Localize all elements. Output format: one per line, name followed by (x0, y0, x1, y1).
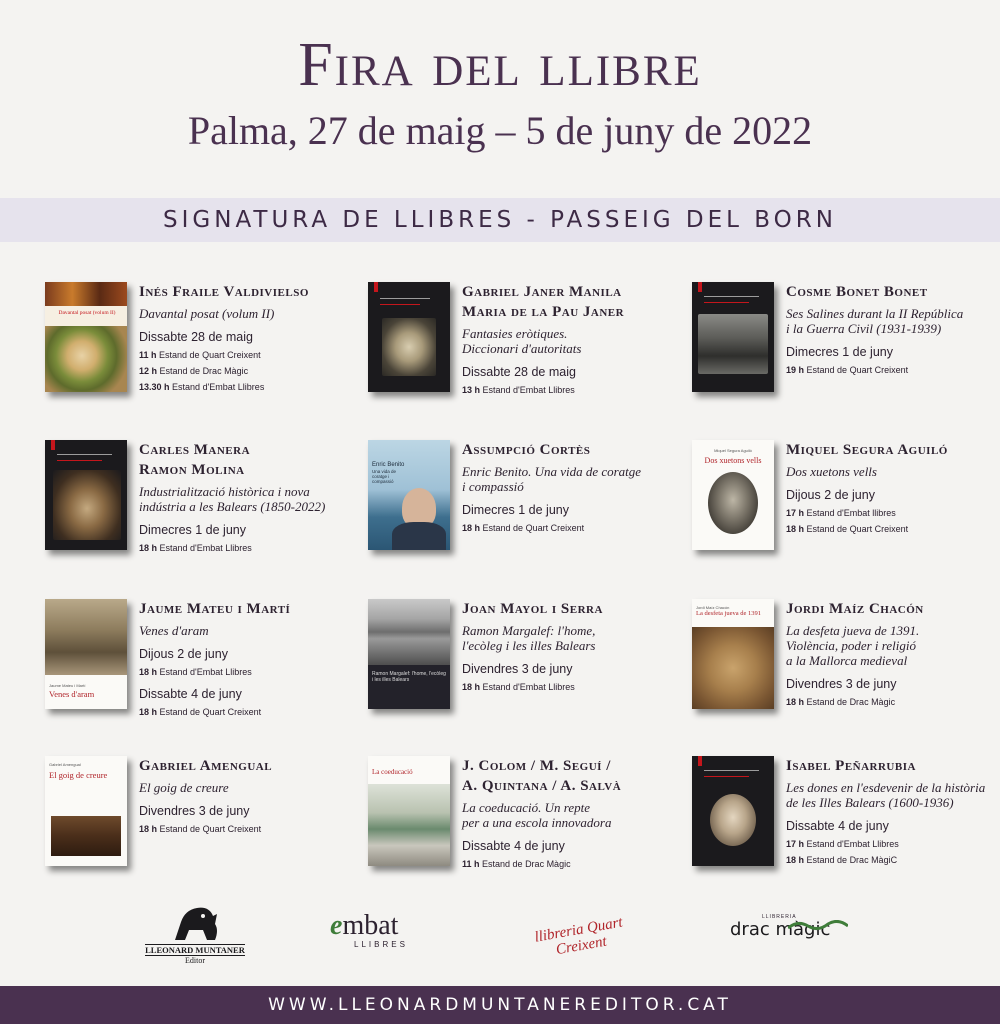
slot-stand: Estand de Quart Creixent (159, 707, 262, 717)
footer (0, 986, 1000, 1024)
slot-time: 18 h (462, 523, 481, 533)
slot-time: 13.30 h (139, 382, 170, 392)
entry-manera (45, 440, 345, 560)
lion-icon (145, 900, 245, 942)
drac-magic-logo[interactable] (730, 914, 860, 954)
signing-slot (139, 707, 369, 718)
slot-time: 17 h (786, 508, 805, 518)
author-name: Isabel Peñarrubia (786, 758, 916, 774)
slot-stand: Estand de Quart Creixent (482, 523, 585, 533)
slot-time: 18 h (139, 667, 158, 677)
signing-date: Dissabte 4 de juny (786, 819, 889, 833)
section-band (0, 198, 1000, 242)
entry-cortes (368, 440, 668, 560)
book-title-2: l'ecòleg i les illes Balears (462, 638, 596, 653)
signing-slot (139, 366, 369, 377)
lleonard-muntaner-logo[interactable] (145, 900, 245, 970)
cover-subtitle: Una vida de coratge i compassió (372, 469, 397, 484)
cover-title: Venes d'aram (49, 689, 95, 699)
cover-title: Ramon Margalef: l'home, l'ecòleg i les illes Balears (372, 671, 446, 683)
signing-date: Dissabte 28 de maig (139, 330, 253, 344)
quart-name: llibreria Quart Creixent (533, 914, 624, 959)
book-title: Ramon Margalef: l'home, (462, 623, 596, 638)
book-cover (368, 756, 450, 866)
signing-slot (139, 667, 369, 678)
slot-stand: Estand d'Embat Llibres (159, 667, 252, 677)
author-name: Gabriel Janer Manila (462, 284, 622, 300)
embat-sub: LLIBRES (354, 940, 408, 949)
slot-time: 18 h (139, 543, 158, 553)
book-cover (692, 282, 774, 392)
drac-name: drac màgic (730, 919, 831, 940)
signing-slot (786, 839, 1000, 850)
signing-slot (786, 365, 1000, 376)
signing-slot (462, 682, 692, 693)
book-cover (692, 599, 774, 709)
signing-date-2: Dissabte 4 de juny (139, 687, 242, 701)
cover-title: La desfeta jueva de 1391 (696, 610, 761, 617)
embat-e: e (330, 910, 343, 941)
book-cover (45, 282, 127, 392)
entry-penarrubia (692, 756, 992, 876)
book-title: Davantal posat (volum II) (139, 306, 275, 321)
entry-mateu (45, 599, 345, 719)
book-title: El goig de creure (139, 780, 229, 795)
slot-time: 12 h (139, 366, 158, 376)
slot-time: 18 h (786, 697, 805, 707)
signing-slot (786, 855, 1000, 866)
book-title-2: indústria a les Balears (1850-2022) (139, 499, 326, 514)
slot-stand: Estand d'Embat Llibres (172, 382, 265, 392)
author-name: Joan Mayol i Serra (462, 601, 603, 617)
publisher-logos (0, 900, 1000, 970)
book-title: Ses Salines durant la II República (786, 306, 964, 321)
author-name: J. Colom / M. Seguí / (462, 758, 611, 774)
slot-stand: Estand d'Embat Llibres (482, 682, 575, 692)
book-title-2: i compassió (462, 479, 524, 494)
book-cover (368, 440, 450, 550)
cover-author: Jordi Maíz Chacón (696, 605, 730, 610)
slot-time: 19 h (786, 365, 805, 375)
author-name-2: A. Quintana / A. Salvà (462, 778, 622, 794)
signing-date: Divendres 3 de juny (786, 677, 897, 691)
signing-date: Dissabte 4 de juny (462, 839, 565, 853)
author-name-2: Maria de la Pau Janer (462, 304, 625, 320)
entry-maiz (692, 599, 992, 719)
slot-time: 18 h (786, 524, 805, 534)
book-cover (368, 599, 450, 709)
slot-stand: Estand d'Embat Llibres (159, 543, 252, 553)
slot-stand: Estand de Quart Creixent (159, 350, 261, 360)
cover-title: El goig de creure (49, 770, 108, 780)
drac-small: LLIBRERIA (762, 914, 797, 920)
cover-author: Jaume Mateu i Martí (49, 683, 86, 688)
book-title: La coeducació. Un repte (462, 800, 591, 815)
signing-slot (139, 824, 369, 835)
slot-time: 18 h (462, 682, 481, 692)
quart-creixent-logo[interactable] (520, 910, 640, 960)
signing-slot (786, 508, 1000, 519)
signing-date: Dimecres 1 de juny (462, 503, 569, 517)
author-name-2: Ramon Molina (139, 462, 245, 478)
signing-slot (786, 524, 1000, 535)
slot-time: 13 h (462, 385, 481, 395)
author-name: Cosme Bonet Bonet (786, 284, 928, 300)
slot-time: 18 h (139, 707, 158, 717)
entry-mayol (368, 599, 668, 719)
slot-stand: Estand de Drac Màgic (159, 366, 249, 376)
slot-time: 11 h (139, 350, 157, 360)
book-title: Venes d'aram (139, 623, 209, 638)
page-subtitle: Palma, 27 de maig – 5 de juny de 2022 (187, 108, 813, 153)
slot-stand: Estand de Quart Creixent (806, 524, 909, 534)
entry-segura (692, 440, 992, 560)
signing-date: Dijous 2 de juny (786, 488, 875, 502)
entry-amengual (45, 756, 345, 876)
slot-stand: Estand de Quart Creixent (806, 365, 909, 375)
book-title-3: a la Mallorca medieval (786, 653, 908, 668)
cover-title: Dos xuetons vells (704, 456, 762, 465)
book-cover (692, 756, 774, 866)
author-name: Carles Manera (139, 442, 251, 458)
book-title-2: de les Illes Balears (1600-1936) (786, 795, 954, 810)
author-name: Inés Fraile Valdivielso (139, 284, 309, 300)
slot-stand: Estand d'Embat Llibres (482, 385, 575, 395)
cover-title: Davantal posat (volum II) (58, 310, 116, 316)
signing-date: Dissabte 28 de maig (462, 365, 576, 379)
author-name: Gabriel Amengual (139, 758, 273, 774)
author-name: Miquel Segura Aguiló (786, 442, 948, 458)
signing-slot (139, 543, 369, 554)
book-cover (45, 440, 127, 550)
slot-stand: Estand de Drac MàgiC (806, 855, 898, 865)
book-cover (692, 440, 774, 550)
cover-title: La coeducació (372, 768, 413, 776)
entry-fraile (45, 282, 345, 402)
signing-slot (462, 523, 692, 534)
slot-time: 17 h (786, 839, 805, 849)
dragon-icon (788, 920, 848, 932)
book-title: La desfeta jueva de 1391. (786, 623, 920, 638)
embat-name: mbat (342, 910, 399, 941)
signing-date: Dijous 2 de juny (139, 647, 228, 661)
slot-time: 18 h (139, 824, 158, 834)
slot-stand: Estand de Drac Màgic (806, 697, 896, 707)
book-cover (45, 599, 127, 709)
slot-time: 11 h (462, 859, 480, 869)
signing-date: Divendres 3 de juny (462, 662, 573, 676)
section-band-text: SIGNATURA DE LLIBRES - PASSEIG DEL BORN (163, 207, 837, 233)
signing-date: Dimecres 1 de juny (786, 345, 893, 359)
book-title: Les dones en l'esdevenir de la història (786, 780, 986, 795)
entry-janer (368, 282, 668, 402)
slot-stand: Estand de Drac Màgic (482, 859, 571, 869)
slot-stand: Estand d'Embat llibres (806, 508, 896, 518)
book-title-2: Violència, poder i religió (786, 638, 916, 653)
cover-author: Gabriel Amengual (49, 762, 81, 767)
muntaner-sub: Editor (185, 956, 205, 965)
slot-stand: Estand de Quart Creixent (159, 824, 262, 834)
signing-date: Divendres 3 de juny (139, 804, 250, 818)
signing-date: Dimecres 1 de juny (139, 523, 246, 537)
book-title-2: Diccionari d'autoritats (462, 341, 582, 356)
book-cover (368, 282, 450, 392)
author-name: Jaume Mateu i Martí (139, 601, 291, 617)
book-title: Dos xuetons vells (786, 464, 877, 479)
book-title-2: per a una escola innovadora (462, 815, 612, 830)
website-link[interactable]: WWW.LLEONARDMUNTANEREDITOR.CAT (268, 995, 732, 1015)
entry-colom (368, 756, 668, 876)
book-title: Fantasies eròtiques. (462, 326, 568, 341)
book-title: Enric Benito. Una vida de coratge (462, 464, 642, 479)
slot-time: 18 h (786, 855, 805, 865)
book-title: Industrialització històrica i nova (139, 484, 310, 499)
cover-author: Miquel Segura Aguiló (714, 448, 752, 453)
page-title: Fira del llibre (298, 31, 702, 99)
cover-title: Enric Benito (372, 462, 405, 468)
signing-slot (139, 350, 369, 361)
slot-stand: Estand d'Embat Llibres (806, 839, 899, 849)
entry-bonet (692, 282, 992, 402)
signing-slot (462, 859, 692, 870)
header (0, 30, 1000, 156)
book-title-2: i la Guerra Civil (1931-1939) (786, 321, 942, 336)
embat-llibres-logo[interactable] (330, 912, 430, 962)
author-name: Jordi Maíz Chacón (786, 601, 924, 617)
signing-slot (786, 697, 1000, 708)
author-name: Assumpció Cortès (462, 442, 591, 458)
book-cover (45, 756, 127, 866)
signing-slot (139, 382, 369, 393)
muntaner-name: LLEONARD MUNTANER (145, 945, 245, 955)
signing-slot (462, 385, 692, 396)
